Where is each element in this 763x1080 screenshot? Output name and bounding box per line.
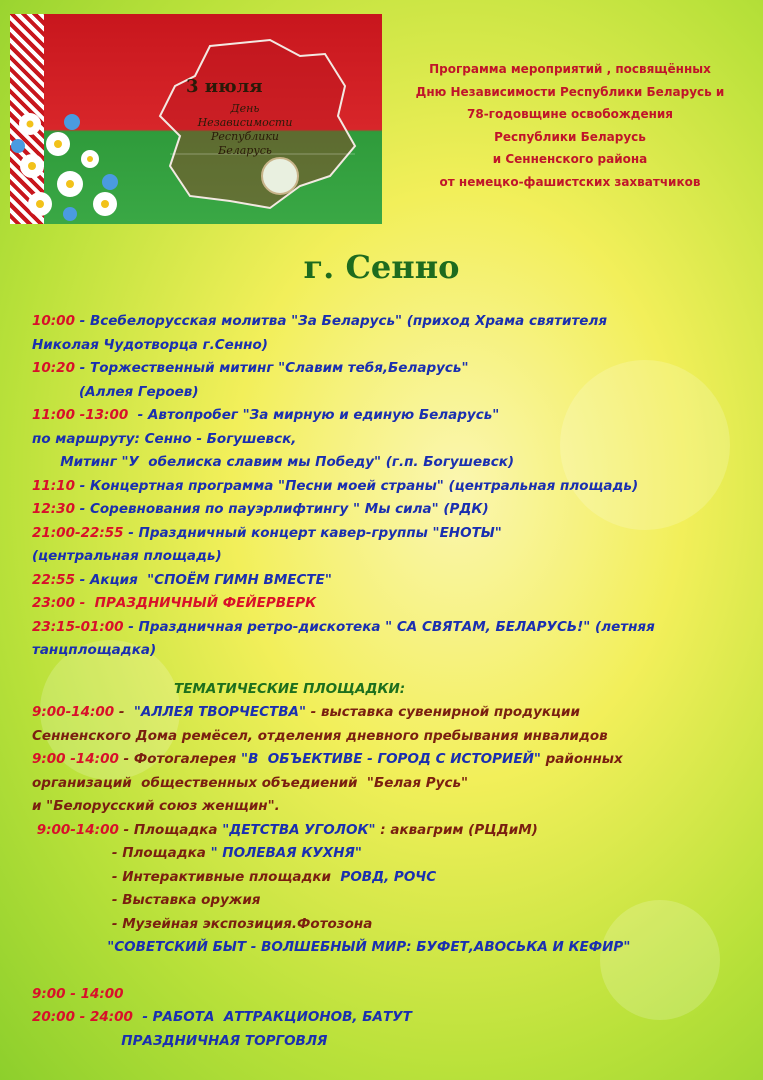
thematic-row: - Интерактивные площадки РОВД, РОЧС [32, 868, 437, 885]
thematic-row: - Музейная экспозиция.Фотозона [32, 915, 373, 932]
schedule-row: 21:00-22:55 - Праздничный концерт кавер-группы "ЕНОТЫ" [32, 524, 502, 541]
heading-line: и Сенненского района [492, 152, 648, 166]
thematic-row: 9:00-14:00 - Площадка "ДЕТСТВА УГОЛОК" : аквагрим (РЦДиМ) [32, 821, 538, 838]
heading-line: Дню Независимости Республики Беларусь и [415, 84, 725, 99]
schedule-row: Николая Чудотворца г.Сенно) [32, 336, 268, 353]
chamomile-flowers-icon [10, 104, 140, 224]
schedule-row: 11:00 -13:00 - Автопробег "За мирную и единую Беларусь" [32, 407, 500, 423]
schedule-row: 11:10 - Концертная программа "Песни моей страны" (центральная площадь) [32, 477, 639, 494]
schedule-row: 12:30 - Соревнования по пауэрлифтингу " Мы сила" (РДК) [32, 501, 489, 517]
holiday-banner [10, 14, 382, 224]
schedule-row: (центральная площадь) [32, 548, 222, 564]
thematic-row: - Площадка " ПОЛЕВАЯ КУХНЯ" [32, 845, 362, 861]
city-title: г. Сенно [303, 248, 460, 286]
thematic-row: 9:00-14:00 - "АЛЛЕЯ ТВОРЧЕСТВА" - выставка сувенирной продукции [32, 704, 580, 720]
thematic-row: "СОВЕТСКИЙ БЫТ - ВОЛШЕБНЫЙ МИР: БУФЕТ,АВОСЬКА И КЕФИР" [32, 939, 631, 955]
schedule-row: 22:55 - Акция "СПОЁМ ГИМН ВМЕСТЕ" [32, 571, 332, 588]
thematic-row: 9:00 -14:00 - Фотогалерея "В ОБЪЕКТИВЕ - ГОРОД С ИСТОРИЕЙ" районных [32, 751, 623, 767]
spacer [32, 663, 752, 678]
heading-line: Республики Беларусь [494, 129, 646, 144]
schedule [32, 310, 752, 1053]
schedule-row: танцплощадка) [32, 642, 157, 658]
heading-line: 78-годовщине освобождения [467, 107, 673, 121]
banner-line: Беларусь [218, 144, 272, 157]
thematic-row: организаций общественных объедиений "Белая Русь" [32, 774, 469, 791]
schedule-row: Митинг "У обелиска славим мы Победу" (г.п. Богушевск) [32, 454, 515, 470]
schedule-row: 23:00 - ПРАЗДНИЧНЫЙ ФЕЙЕРВЕРК [32, 595, 317, 611]
thematic-row: Сенненского Дома ремёсел, отделения дневного пребывания инвалидов [32, 727, 608, 744]
schedule-row: по маршруту: Сенно - Богушевск, [32, 430, 297, 447]
schedule-row: 10:20 - Торжественный митинг "Славим тебя,Беларусь" [32, 360, 469, 376]
schedule-row: 10:00 - Всебелорусская молитва "За Беларусь" (приход Храма святителя [32, 313, 608, 329]
thematic-row: и "Белорусский союз женщин". [32, 798, 280, 814]
banner-line: День [230, 102, 260, 115]
heading-line: от немецко-фашистских захватчиков [439, 174, 701, 189]
banner-line: Республики [211, 130, 279, 143]
schedule-row: 23:15-01:00 - Праздничная ретро-дискотека " СА СВЯТАМ, БЕЛАРУСЬ!" (летняя [32, 618, 655, 635]
thematic-title: ТЕМАТИЧЕСКИЕ ПЛОЩАДКИ: [174, 680, 406, 697]
footer-row: 20:00 - 24:00 - РАБОТА АТТРАКЦИОНОВ, БАТУТ [32, 1009, 412, 1025]
schedule-row: (Аллея Героев) [32, 383, 199, 400]
banner-date: 3 июля [186, 76, 263, 97]
spacer [32, 960, 752, 983]
footer-row: 9:00 - 14:00 [32, 985, 124, 1002]
heading-line: Программа мероприятий , посвящённых [429, 62, 711, 76]
footer-row: ПРАЗДНИЧНАЯ ТОРГОВЛЯ [32, 1032, 328, 1049]
banner-line: Независимости [197, 116, 293, 129]
thematic-row: - Выставка оружия [32, 892, 261, 908]
banner-caption [180, 102, 310, 158]
program-heading [385, 58, 755, 193]
